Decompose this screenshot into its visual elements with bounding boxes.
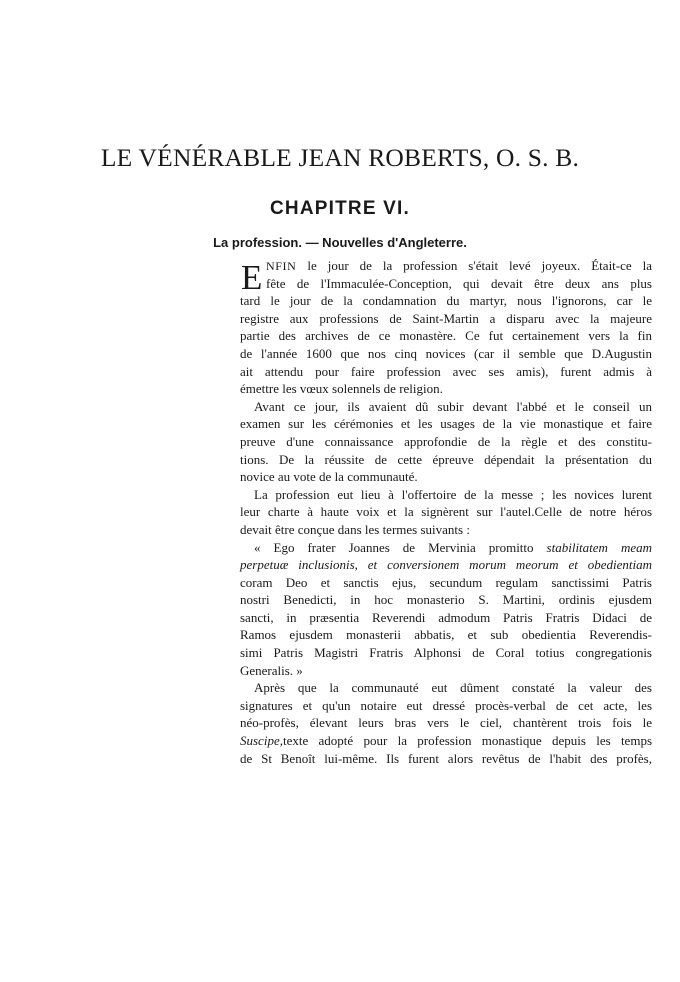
latin-italic: Suscipe, <box>240 733 283 749</box>
body-text <box>240 257 652 767</box>
text-line: signatures et qu'un notaire eut dressé procès-verbal de cet acte, les <box>240 697 652 713</box>
text-line: Après que la communauté eut dûment constaté la valeur des <box>254 680 652 696</box>
text-line: registre aux professions de Saint-Martin a disparu avec la majeure <box>240 310 652 326</box>
text-line: Avant ce jour, ils avaient dû subir devant l'abbé et le conseil un <box>254 398 652 414</box>
text-line: Generalis. » <box>240 662 303 678</box>
text-line: « Ego frater Joannes de Mervinia promitto stabilitatem meam <box>254 539 652 555</box>
text-line: néo-profès, élevant leurs bras vers le ciel, chantèrent trois fois le <box>240 715 652 731</box>
text-line: leur charte à haute voix et la signèrent sur l'autel.Celle de notre héros <box>240 504 652 520</box>
latin-italic: stabilitatem meam <box>546 539 652 555</box>
text-line: partie des archives de ce monastère. Ce fut certainement vers la fin <box>240 328 652 344</box>
text-line: sancti, in præsentia Reverendi admodum Patris Fratris Didaci de <box>240 609 652 625</box>
text-line: émettre les vœux solennels de religion. <box>240 381 443 397</box>
text-line: fête de l'Immaculée-Conception, qui devait être deux ans plus <box>266 275 652 291</box>
chapter-title: CHAPITRE VI. <box>269 198 411 219</box>
drop-cap: E <box>241 258 263 297</box>
text-line: simi Patris Magistri Fratris Alphonsi de Coral totius congregationis <box>240 645 652 661</box>
small-caps-lead: NFIN <box>266 259 297 273</box>
text-line: perpetuæ inclusionis, et conversionem morum meorum et obedientiam <box>240 557 652 573</box>
text-line: NFIN le jour de la profession s'était levé joyeux. Était-ce la <box>266 258 653 273</box>
text-line: Ramos ejusdem monasterii abbatis, et sub obedientia Reverendis- <box>240 627 652 643</box>
text-line: examen sur les cérémonies et les usages de la vie monastique et faire <box>240 416 652 432</box>
text-line: de l'année 1600 que nos cinq novices (car il semble que D.Augustin <box>240 345 652 361</box>
running-title: LE VÉNÉRABLE JEAN ROBERTS, O. S. B. <box>100 143 580 172</box>
text-line: coram Deo et sanctis ejus, secundum regulam sanctissimi Patris <box>240 574 652 590</box>
text-line: preuve d'une connaissance approfondie de la règle et des constitu- <box>240 433 652 449</box>
text-line: devait être conçue dans les termes suivants : <box>240 521 470 537</box>
text-line: tions. De la réussite de cette épreuve dépendait la présentation du <box>240 451 652 467</box>
text-line: novice au vote de la communauté. <box>240 469 418 485</box>
text-line: La profession eut lieu à l'offertoire de la messe ; les novices lurent <box>254 486 652 502</box>
text-line: Suscipe,texte adopté pour la profession monastique depuis les temps <box>240 733 652 749</box>
chapter-subtitle: La profession. — Nouvelles d'Angleterre. <box>213 235 467 250</box>
text-line: de St Benoît lui-même. Ils furent alors revêtus de l'habit des profès, <box>240 750 652 766</box>
text-line: nostri Benedicti, in hoc monasterio S. Martini, ordinis ejusdem <box>240 592 652 608</box>
text-line: tard le jour de la condamnation du martyr, nous l'ignorons, car le <box>240 293 652 309</box>
text-line: ait attendu pour faire profession avec ses amis), furent admis à <box>240 363 652 379</box>
